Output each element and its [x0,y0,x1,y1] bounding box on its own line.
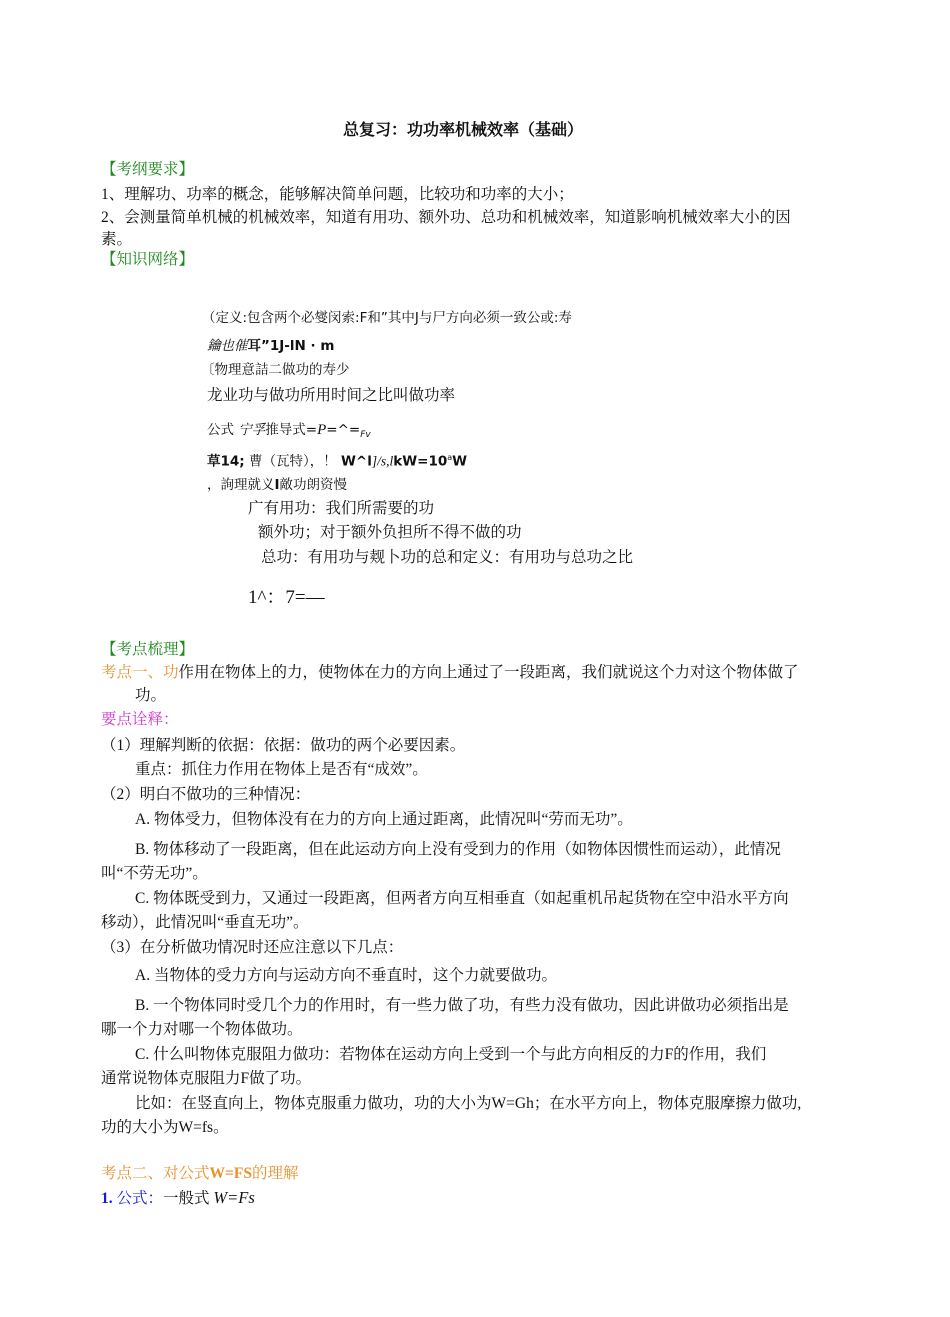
requirements-heading: 【考纲要求】 [101,161,195,178]
point2-heading [101,1164,298,1183]
requirement-item-2: 2、会测量简单机械的机械效率，知道有用功、额外功、总功和机械效率，知道影响机械效率大小的因 [101,209,791,226]
formula-eq: =^= [326,422,361,438]
explain-p2b1: B. 物体移动了一段距离，但在此运动方向上没有受到力的作用（如物体因惯性而运动），此情况 [135,841,781,858]
units-d: ]/s,l [371,453,394,469]
point2-a: 考点二、对公式 [101,1165,210,1182]
explain-p1: （1）理解判断的依据：依据：做功的两个必要因素。 [101,737,466,754]
item1-formula: W=Fs [213,1188,255,1207]
network-line-useful-work: 广有用功：我们所需要的功 [248,499,435,517]
units-a: 草14; [207,453,245,470]
explain-p3b2: 哪一个力对哪一个物体做功。 [101,1021,303,1038]
network-line-physical [207,477,347,494]
explain-p3d1: 比如：在竖直向上，物体克服重力做功，功的大小为W=Gh；在水平方向上，物体克服摩擦力做功, [135,1095,802,1112]
formula-p: P [317,422,327,438]
network-line-unit [207,338,334,355]
network-line-units [207,453,467,470]
point1-label: 考点一、功 [101,664,179,681]
item1-label: 公式： [116,1190,164,1207]
units-e: kW=10 [393,453,448,470]
explain-p2c1: C. 物体既受到力，又通过一段距离，但两者方向互相垂直（如起重机吊起货物在空中沿水平方向 [135,890,789,907]
explain-p3a: A. 当物体的受力方向与运动方向不垂直时，这个力就要做功。 [135,967,557,984]
explain-p2a: A. 物体受力，但物体没有在力的方向上通过距离，此情况叫“劳而无功”。 [135,811,633,828]
explain-p2c2: 移动），此情况叫“垂直无功”。 [101,914,309,931]
units-f: W [452,453,468,470]
network-heading: 【知识网络】 [101,251,195,268]
formula-fv: Fv [360,430,371,440]
network-unit-italic: 鑰也催 [207,338,248,354]
explain-p2b2: 叫“不劳无功”。 [101,865,208,882]
network-line-meaning: 〔物理意詰二做功的寿少 [201,362,350,378]
units-b: 曹（瓦特），！ [248,453,337,470]
network-line-efficiency: 1^：7=— [248,587,325,608]
physical-b: I [274,477,280,493]
point1-cont: 功。 [135,687,167,704]
explain-p3d2: 功的大小为W=fs。 [101,1119,229,1136]
requirement-item-1: 1、理解功、功率的概念，能够解决简单问题，比较功和功率的大小； [101,186,574,203]
page-title: 总复习：功功率机械效率（基础） [343,122,584,139]
network-line-total-work: 总功：有用功与觌卜功的总和定义：有用功与总功之比 [261,548,634,566]
point2-formula: W=FS [209,1165,252,1182]
physical-c: 敵功朗资慢 [279,477,348,493]
units-c: W^l [341,453,372,470]
explain-p2: （2）明白不做功的三种情况： [101,786,311,803]
item1-num: 1. [101,1190,113,1207]
formula-derived-label: 推导式= [265,422,318,438]
explain-heading: 要点诠释： [101,711,179,728]
formula-garbled: 宁孚 [238,422,266,437]
network-line-definition: （定义:包含两个必燮闵索:F和”其中J与尸方向必须一致公或:寿 [202,310,572,326]
item1-line [101,1188,255,1209]
network-line-formula [207,421,371,441]
network-line-power-definition: 龙业功与做功所用时间之比叫做功率 [207,386,456,404]
point1-line [101,663,799,682]
points-heading: 【考点梳理】 [101,641,195,658]
network-unit-text: 耳”1J-lN · m [247,338,335,354]
explain-p3b1: B. 一个物体同时受几个力的作用时，有一些力做了功，有些力没有做功，因此讲做功必须指出是 [135,997,789,1014]
physical-a: ，詢理就义 [207,477,275,493]
explain-p3c1: C. 什么叫物体克服阻力做功：若物体在运动方向上受到一个与此方向相反的力F的作用，我们 [135,1046,767,1063]
point1-text: 作用在物体上的力，使物体在力的方向上通过了一段距离，我们就说这个力对这个物体做了 [178,664,799,681]
network-line-extra-work: 额外功；对于额外负担所不得不做的功 [258,523,522,541]
requirement-item-2-cont: 素。 [101,231,133,248]
item1-text: 一般式 [163,1190,210,1207]
explain-p3: （3）在分析做功情况时还应注意以下几点： [101,939,404,956]
explain-p1b: 重点：抓住力作用在物体上是否有“成效”。 [135,761,428,778]
explain-p3c2: 通常说物体克服阻力F做了功。 [101,1070,312,1087]
formula-label: 公式 [207,422,234,438]
point2-c: 的理解 [251,1165,299,1182]
units-sup: a [447,453,453,462]
